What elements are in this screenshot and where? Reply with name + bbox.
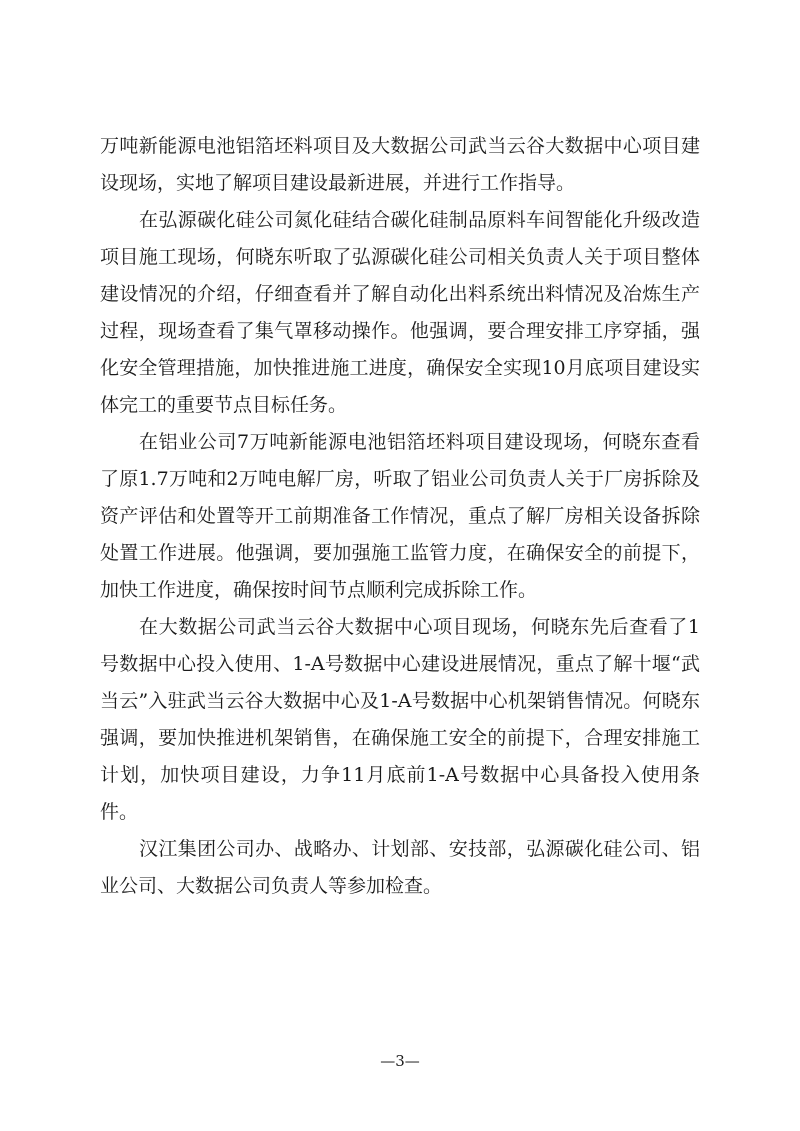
paragraph-aluminum-company: 在铝业公司7万吨新能源电池铝箔坯料项目建设现场，何晓东查看了原1.7万吨和2万吨电解厂房，听取了铝业公司负责人关于厂房拆除及资产评估和处置等开工前期准备工作情况，重点了解厂房相关设备拆除处置工作进展。他强调，要加强施工监管力度，在确保安全的前提下，加快工作进度，确保按时间节点顺利完成拆除工作。 [100, 431, 700, 601]
page-number: —3— [380, 1052, 420, 1070]
paragraph-hongyuan-silicon-carbide: 在弘源碳化硅公司氮化硅结合碳化硅制品原料车间智能化升级改造项目施工现场，何晓东听取了弘源碳化硅公司相关负责人关于项目整体建设情况的介绍，仔细查看并了解自动化出料系统出料情况及冶炼生产过程，现场查看了集气罩移动操作。他强调，要合理安排工序穿插，强化安全管理措施，加快推进施工进度，确保安全实现10月底项目建设实体完工的重要节点目标任务。 [100, 209, 700, 416]
paragraph-big-data-company: 在大数据公司武当云谷大数据中心项目现场，何晓东先后查看了1号数据中心投入使用、1-A号数据中心建设进展情况，重点了解十堰“武当云”入驻武当云谷大数据中心及1-A号数据中心机架销售情况。何晓东强调，要加快推进机架销售，在确保施工安全的前提下，合理安排施工计划，加快项目建设，力争11月底前1-A号数据中心具备投入使用条件。 [100, 616, 700, 823]
body-text [100, 128, 700, 905]
paragraph-participants: 汉江集团公司办、战略办、计划部、安技部，弘源碳化硅公司、铝业公司、大数据公司负责人等参加检查。 [100, 838, 700, 897]
paragraph-continuation: 万吨新能源电池铝箔坯料项目及大数据公司武当云谷大数据中心项目建设现场，实地了解项目建设最新进展，并进行工作指导。 [100, 135, 700, 194]
